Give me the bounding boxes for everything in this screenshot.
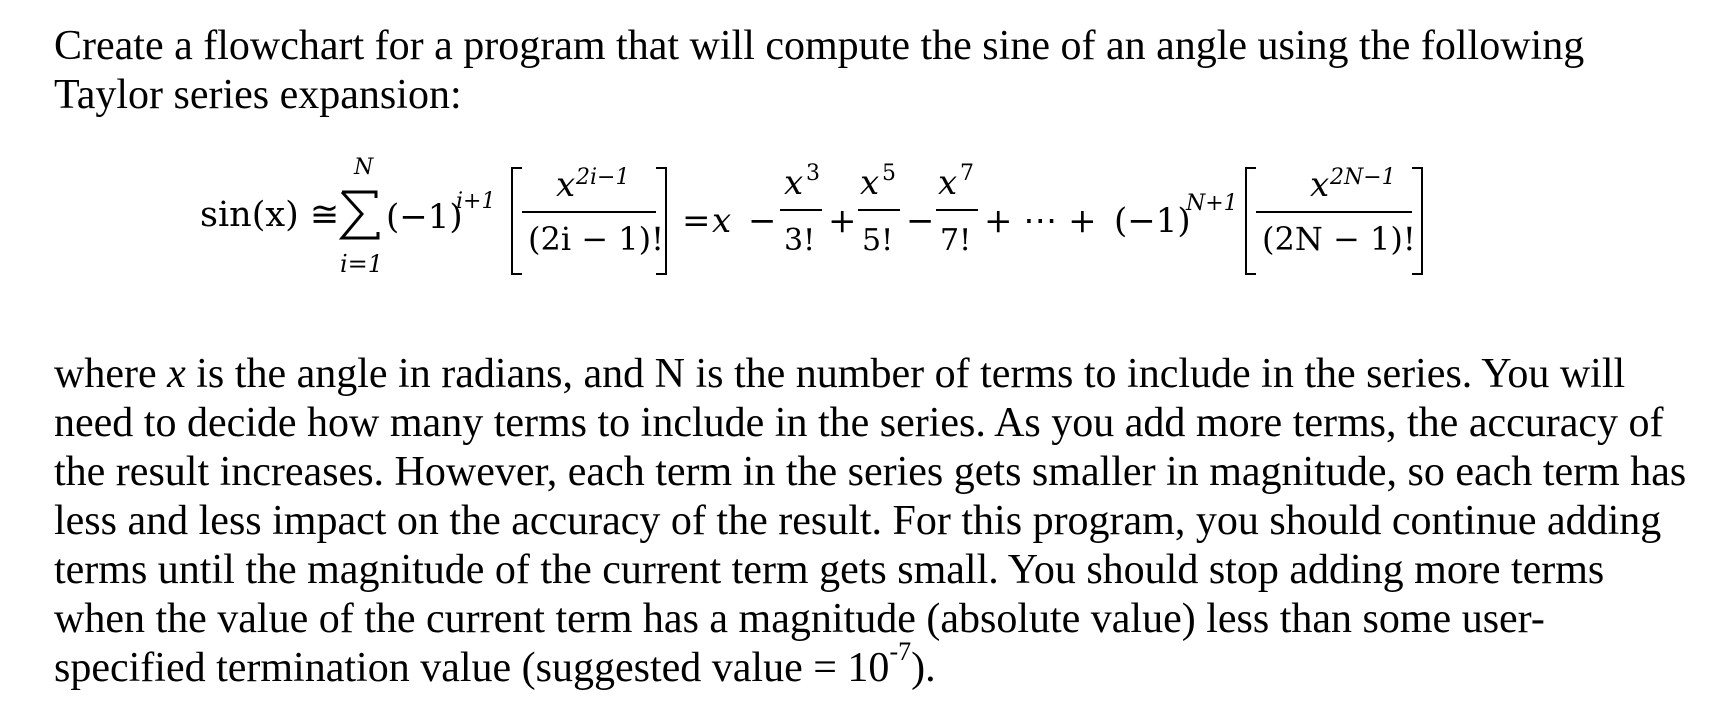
outro-line-7-end: ).: [911, 645, 936, 691]
equals-sign: =: [682, 201, 711, 241]
taylor-series-equation: [0, 150, 1736, 320]
plus-sign-1: +: [828, 201, 857, 241]
minus-sign-2: −: [906, 201, 935, 241]
frac1-num-exponent: 2i−1: [576, 165, 630, 190]
outro-line-3: the result increases. However, each term in the series gets smaller in magnitude, so each term has: [54, 449, 1687, 495]
left-bracket-2: [1246, 168, 1256, 274]
ellipsis-terms: + ⋯ +: [984, 201, 1097, 241]
frac1-denominator: (2i − 1)!: [528, 220, 664, 258]
outro-line-6: when the value of the current term has a magnitude (absolute value) less than some user-: [54, 596, 1545, 642]
outro-line-1: [54, 350, 1734, 399]
intro-paragraph: [54, 22, 1694, 120]
left-bracket-1: [512, 168, 522, 274]
sign-factor: (−1): [386, 197, 463, 237]
outro-line-7: [54, 637, 1734, 693]
t7-numerator: x: [938, 163, 958, 203]
fracN-denominator: (2N − 1)!: [1262, 220, 1416, 258]
lhs-sin-x: sin(x) ≅: [200, 195, 340, 235]
outro-line-7-start: specified termination value (suggested value = 10: [54, 645, 890, 691]
sum-lower-limit: i=1: [340, 250, 384, 278]
explanation-paragraph: [54, 350, 1734, 693]
sum-upper-limit: N: [354, 155, 374, 180]
t3-exponent: 3: [806, 161, 820, 186]
fracN-numerator: x: [1310, 165, 1330, 205]
sigma-symbol: [342, 192, 378, 238]
fracN-num-exponent: 2N−1: [1330, 165, 1396, 190]
minus-sign-1: −: [748, 201, 777, 241]
outro-line-4: less and less impact on the accuracy of the result. For this program, you should continue adding: [54, 498, 1662, 544]
sign-exponent-2: N+1: [1186, 191, 1238, 216]
outro-line-1-end: is the angle in radians, and N is the number of terms to include in the series. You will: [185, 351, 1626, 397]
t7-exponent: 7: [960, 161, 974, 186]
t5-numerator: x: [860, 163, 880, 203]
t5-exponent: 5: [882, 161, 896, 186]
t5-denominator: 5!: [862, 223, 894, 258]
intro-line-1: Create a flowchart for a program that will compute the sine of an angle using the following: [54, 23, 1585, 69]
sign-exponent: i+1: [456, 189, 496, 214]
term-x: x: [712, 201, 732, 241]
t3-denominator: 3!: [784, 223, 816, 258]
t3-numerator: x: [784, 163, 804, 203]
frac1-numerator: x: [556, 165, 576, 205]
outro-line-2: need to decide how many terms to include in the series. As you add more terms, the accuracy of: [54, 400, 1664, 446]
variable-x: x: [167, 351, 186, 397]
termination-exponent: -7: [889, 637, 912, 666]
outro-line-5: terms until the magnitude of the current term gets small. You should stop adding more terms: [54, 547, 1605, 593]
sign-factor-2: (−1): [1114, 201, 1191, 241]
outro-line-1-start: where: [54, 351, 168, 397]
t7-denominator: 7!: [940, 223, 972, 258]
intro-line-2: Taylor series expansion:: [54, 72, 462, 118]
